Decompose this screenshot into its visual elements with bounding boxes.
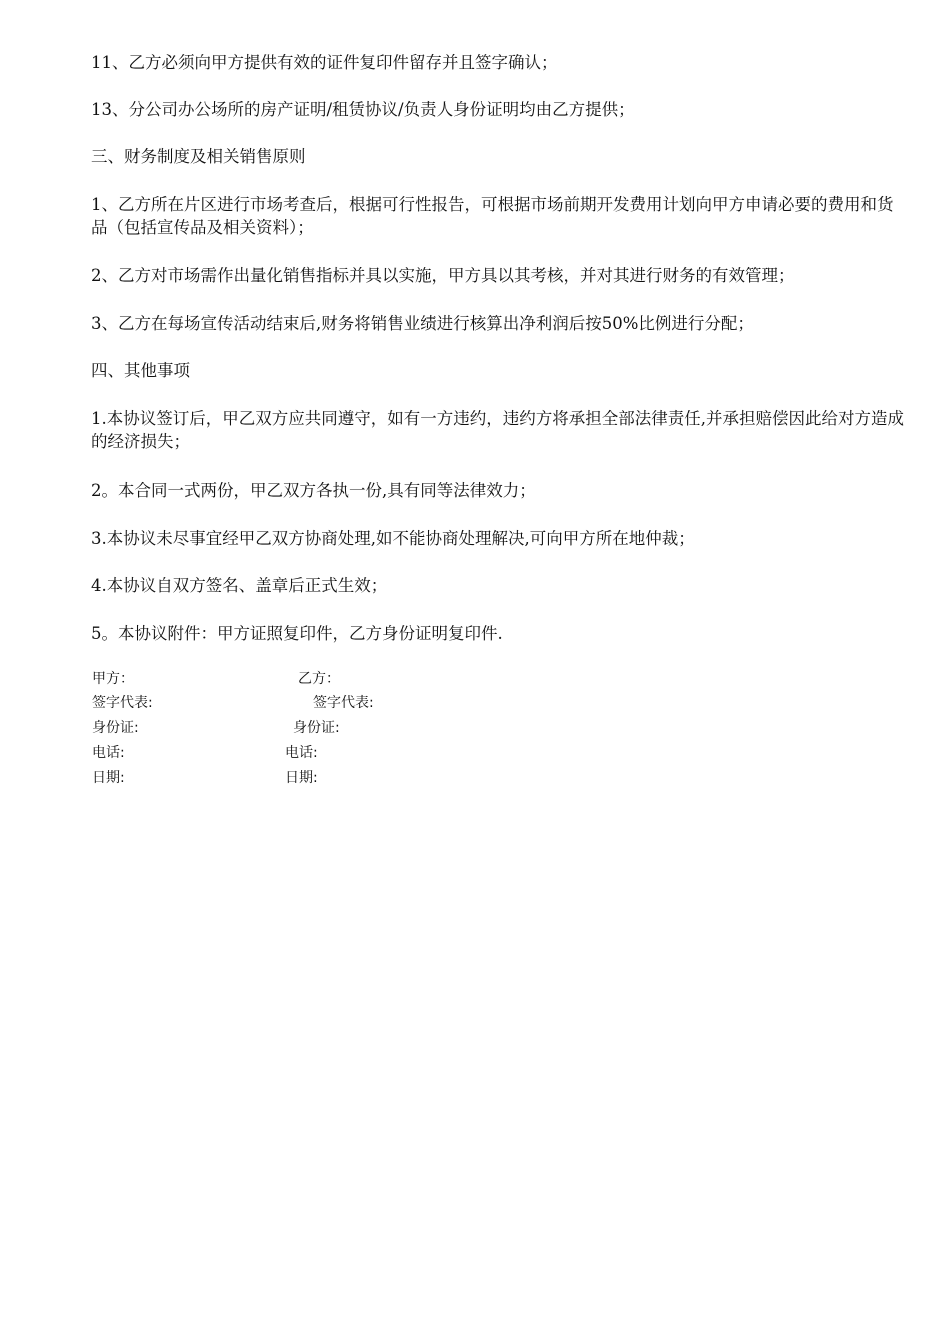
party-b-date: 日期: [285, 770, 318, 786]
other-clause-1: 1.本协议签订后，甲乙双方应共同遵守，如有一方违约，违约方将承担全部法律责任,并承担赔偿因此给对方造成的经济损失； [91, 409, 904, 451]
finance-clause-1: 1、乙方所在片区进行市场考查后，根据可行性报告，可根据市场前期开发费用计划向甲方申请必要的费用和货品（包括宣传品及相关资料）； [91, 195, 894, 237]
party-b-phone: 电话: [285, 745, 318, 761]
party-a-id-card: 身份证: [92, 720, 139, 736]
party-a-representative: 签字代表: [92, 695, 153, 711]
section-heading-finance: 三、财务制度及相关销售原则 [91, 147, 306, 166]
clause-11: 11、乙方必须向甲方提供有效的证件复印件留存并且签字确认； [91, 53, 558, 72]
party-a-phone: 电话: [92, 745, 125, 761]
other-clause-3: 3.本协议未尽事宜经甲乙双方协商处理,如不能协商处理解决,可向甲方所在地仲裁； [91, 529, 695, 548]
other-clause-5: 5。本协议附件：甲方证照复印件，乙方身份证明复印件. [91, 624, 503, 643]
party-b-label: 乙方： [298, 671, 340, 687]
party-a-label: 甲方： [92, 671, 134, 687]
party-b-representative: 签字代表: [313, 695, 374, 711]
finance-clause-3: 3、乙方在每场宣传活动结束后,财务将销售业绩进行核算出净利润后按50%比例进行分配； [91, 314, 754, 333]
finance-clause-2: 2、乙方对市场需作出量化销售指标并具以实施，甲方具以其考核，并对其进行财务的有效管理； [91, 266, 795, 285]
other-clause-2: 2。本合同一式两份，甲乙双方各执一份,具有同等法律效力； [91, 481, 536, 500]
party-b-id-card: 身份证: [293, 720, 340, 736]
party-a-date: 日期: [92, 770, 125, 786]
other-clause-4: 4.本协议自双方签名、盖章后正式生效； [91, 576, 388, 595]
clause-13: 13、分公司办公场所的房产证明/租赁协议/负责人身份证明均由乙方提供； [91, 100, 635, 119]
section-heading-other: 四、其他事项 [91, 361, 190, 380]
